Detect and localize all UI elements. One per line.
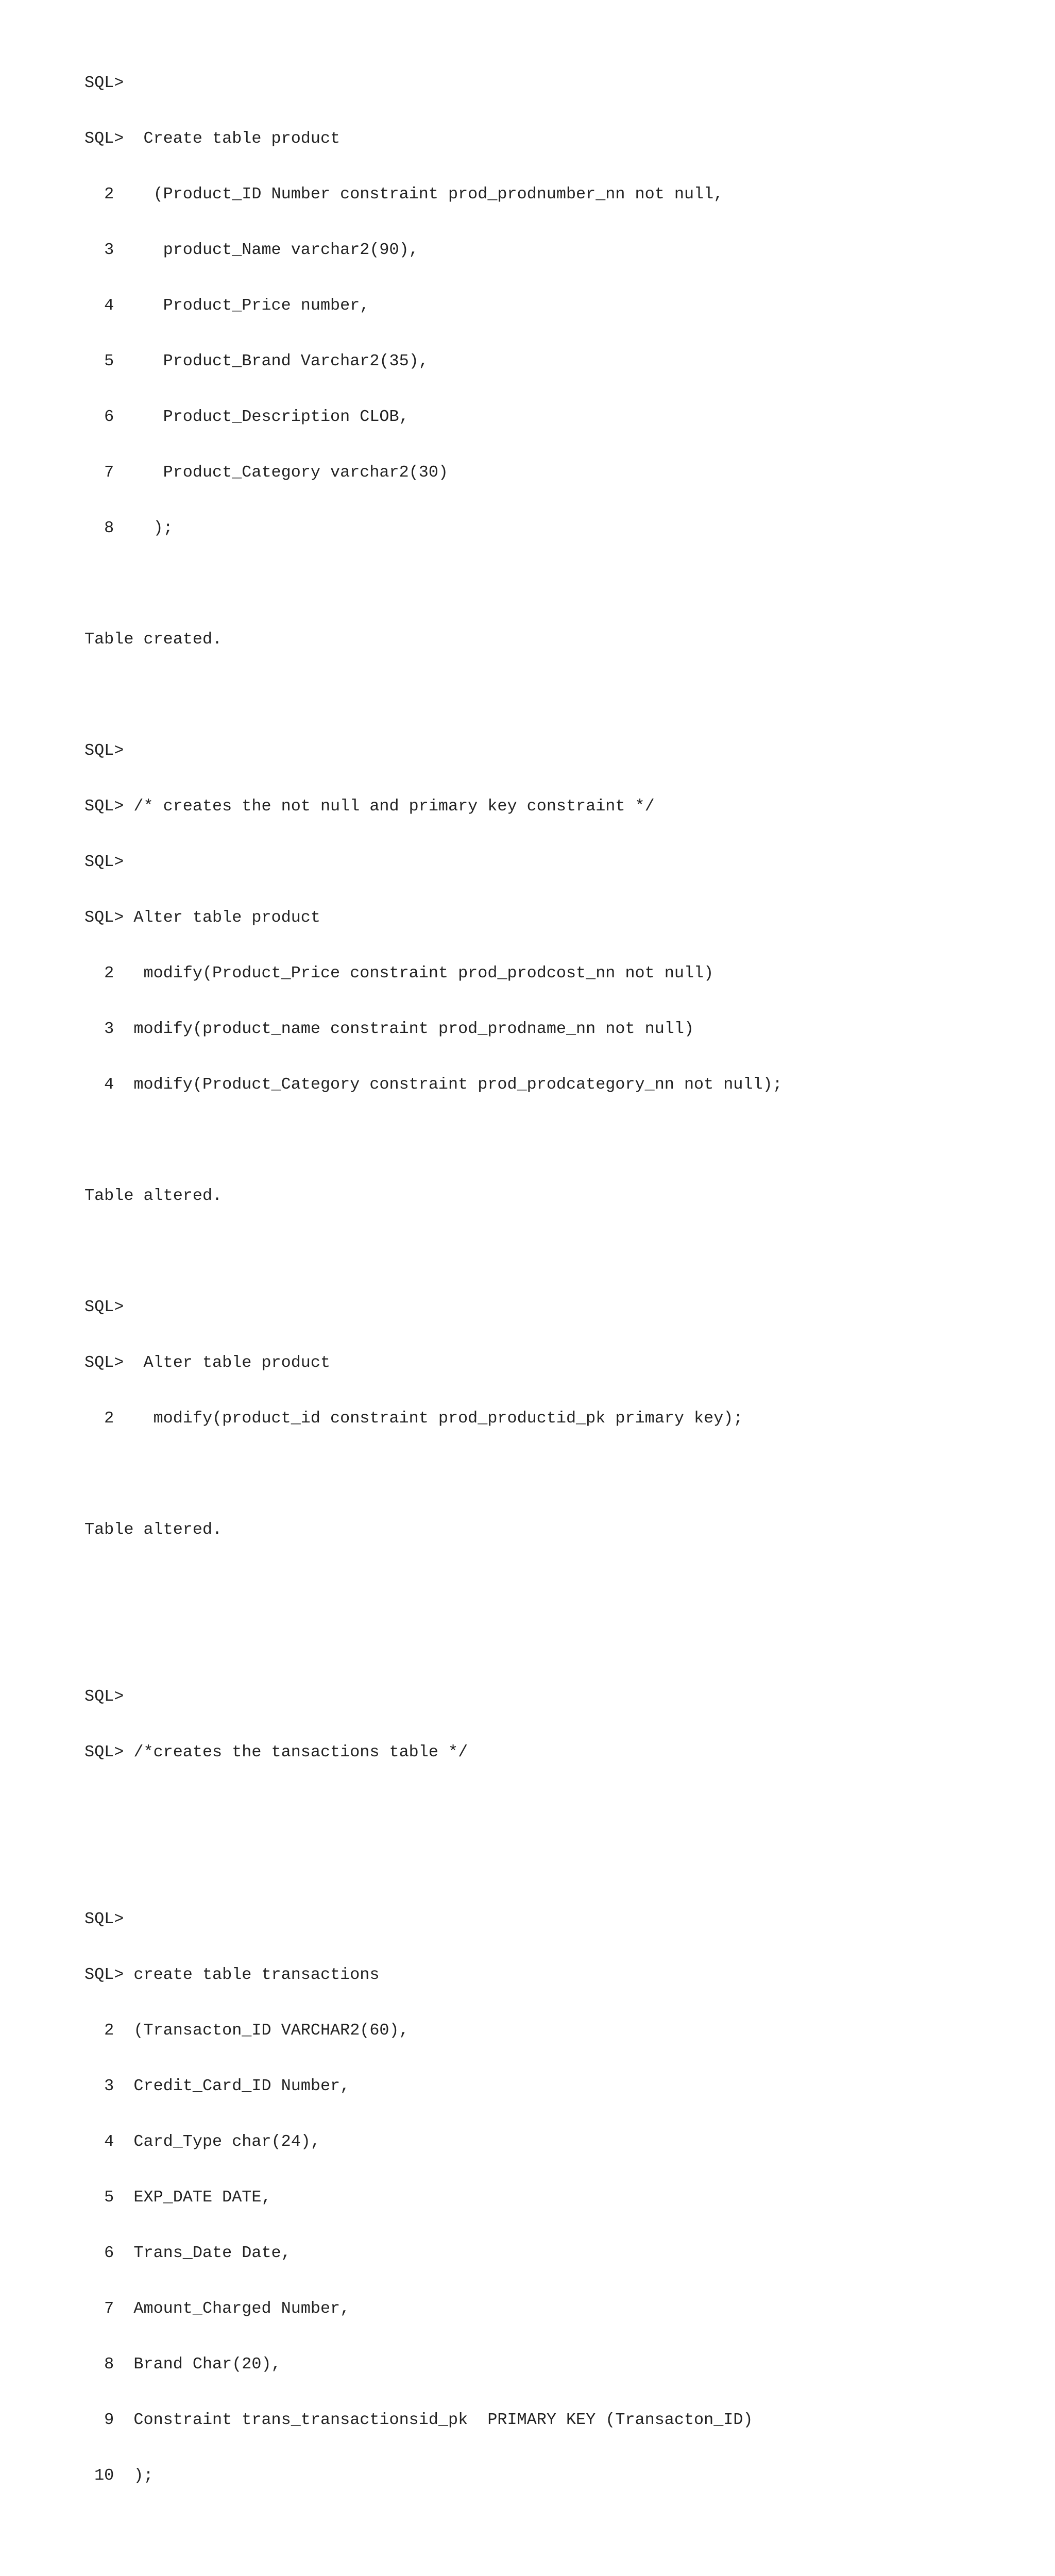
sql-line: 3 Credit_Card_ID Number, [84, 2077, 350, 2095]
sql-result: Table altered. [84, 1187, 223, 1205]
sql-document [84, 37, 1043, 2576]
sql-line: SQL> Alter table product [84, 1353, 331, 1372]
sql-line: SQL> [84, 1298, 124, 1316]
sql-line: 10 ); [84, 2466, 154, 2485]
blank-line [84, 1632, 1043, 1650]
sql-line: 2 modify(Product_Price constraint prod_prodcost_nn not null) [84, 964, 714, 982]
sql-line: 2 (Transacton_ID VARCHAR2(60), [84, 2021, 409, 2040]
sql-line: 6 Trans_Date Date, [84, 2244, 291, 2262]
blank-line [84, 1854, 1043, 1873]
sql-line: SQL> [84, 741, 124, 760]
sql-line: 2 (Product_ID Number constraint prod_prodnumber_nn not null, [84, 185, 724, 204]
blank-line [84, 1131, 1043, 1149]
sql-line: 4 modify(Product_Category constraint prod_prodcategory_nn not null); [84, 1075, 782, 1094]
sql-line: SQL> Alter table product [84, 908, 320, 927]
blank-line [84, 574, 1043, 593]
blank-line [84, 2522, 1043, 2540]
sql-line: SQL> create table transactions [84, 1965, 380, 1984]
sql-line: 5 EXP_DATE DATE, [84, 2188, 271, 2207]
sql-line: SQL> [84, 1910, 124, 1928]
sql-line: 4 Product_Price number, [84, 296, 370, 315]
sql-result: Table created. [84, 630, 223, 649]
sql-result: Table altered. [84, 1520, 223, 1539]
blank-line [84, 1799, 1043, 1817]
sql-line: 7 Amount_Charged Number, [84, 2299, 350, 2318]
sql-line: SQL> [84, 853, 124, 871]
sql-line: 3 modify(product_name constraint prod_prodname_nn not null) [84, 1020, 694, 1038]
sql-comment-line: SQL> /* creates the not null and primary key constraint */ [84, 797, 655, 816]
blank-line [84, 1242, 1043, 1261]
sql-line: SQL> [84, 1687, 124, 1706]
sql-line: 6 Product_Description CLOB, [84, 408, 409, 426]
sql-line: 9 Constraint trans_transactionsid_pk PRIMARY KEY (Transacton_ID) [84, 2411, 753, 2429]
blank-line [84, 1465, 1043, 1483]
sql-line: 2 modify(product_id constraint prod_productid_pk primary key); [84, 1409, 743, 1428]
blank-line [84, 686, 1043, 704]
sql-line: SQL> [84, 74, 124, 92]
sql-line: 7 Product_Category varchar2(30) [84, 463, 449, 482]
sql-line: 5 Product_Brand Varchar2(35), [84, 352, 429, 370]
blank-line [84, 1576, 1043, 1595]
sql-line: 8 Brand Char(20), [84, 2355, 281, 2374]
sql-line: 8 ); [84, 519, 173, 537]
sql-line: 4 Card_Type char(24), [84, 2132, 320, 2151]
sql-line: 3 product_Name varchar2(90), [84, 241, 419, 259]
sql-comment-line: SQL> /*creates the tansactions table */ [84, 1743, 468, 1761]
sql-line: SQL> Create table product [84, 129, 341, 148]
